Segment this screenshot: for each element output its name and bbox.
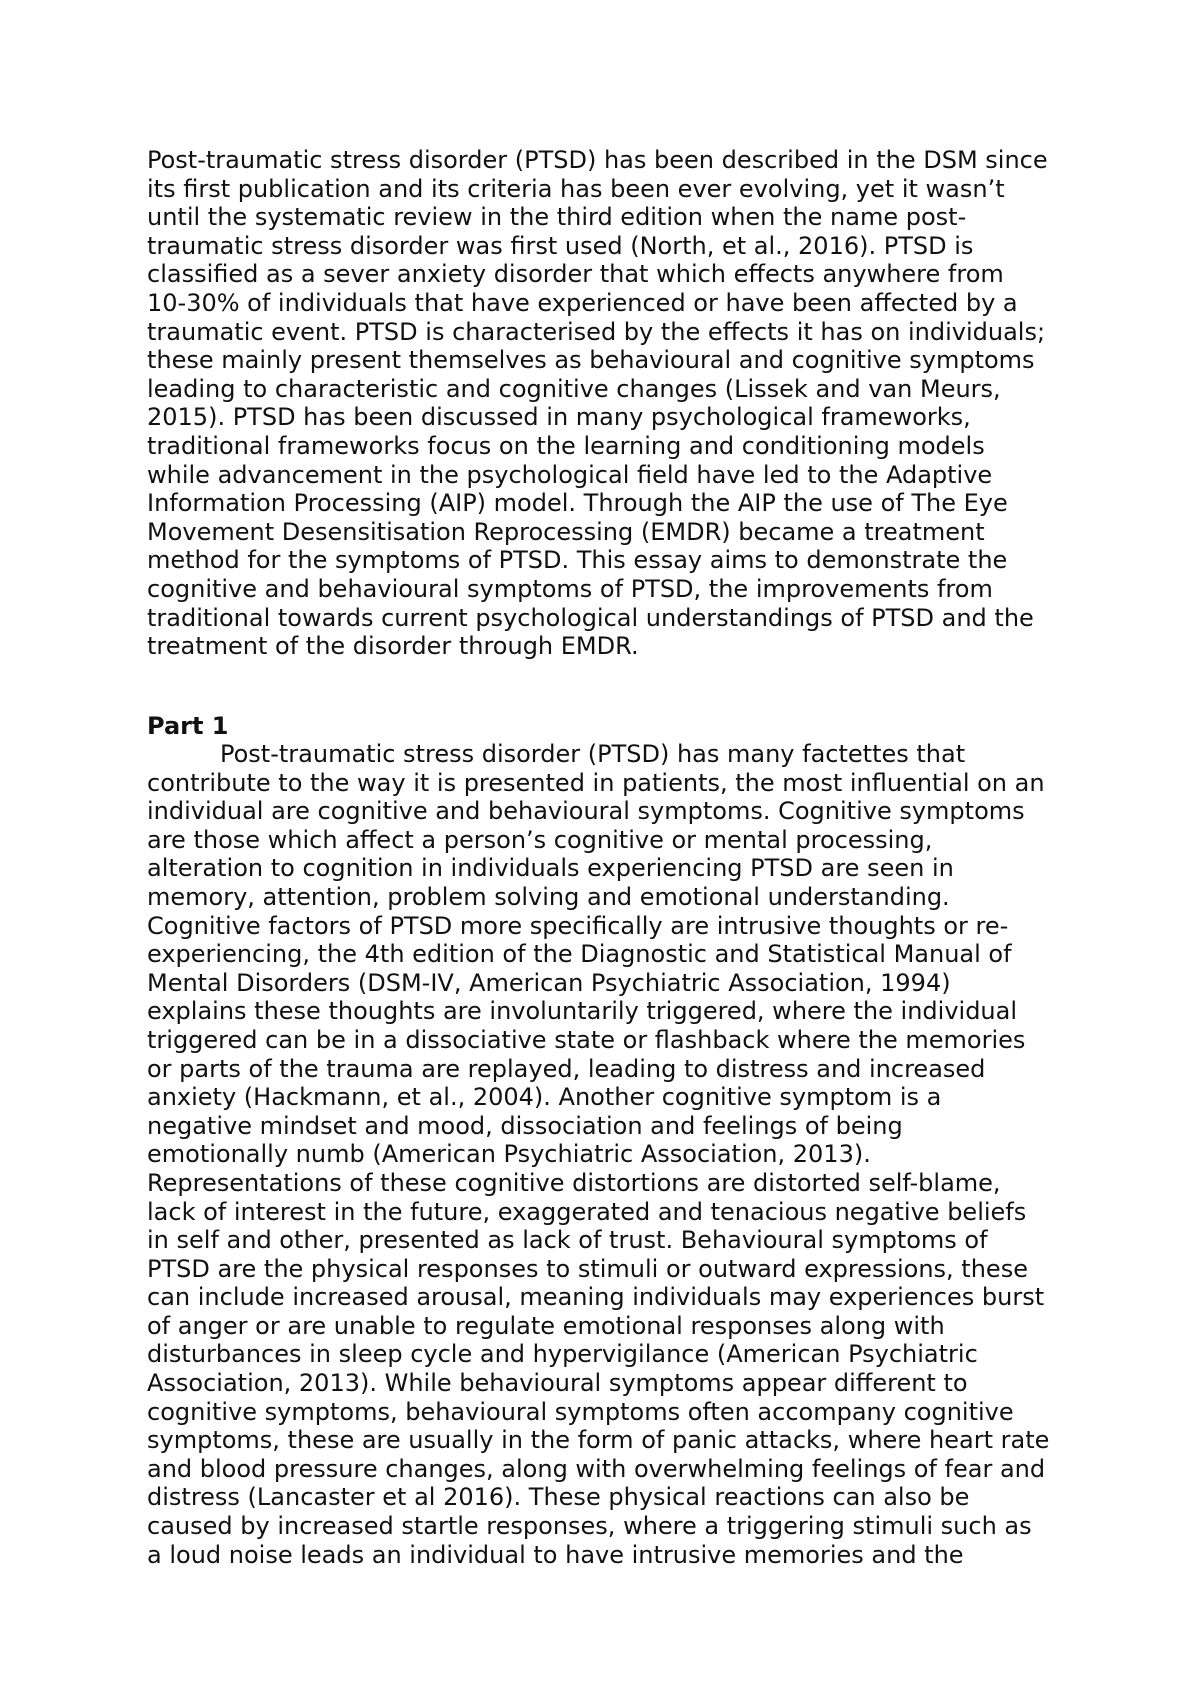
text-line: of anger or are unable to regulate emotional responses along with: [147, 1311, 945, 1340]
text-line: distress (Lancaster et al 2016). These physical reactions can also be: [147, 1483, 970, 1512]
text-line: Association, 2013). While behavioural symptoms appear different to: [147, 1369, 968, 1398]
text-line: traditional towards current psychological understandings of PTSD and the: [147, 603, 1034, 632]
text-line: PTSD are the physical responses to stimuli or outward expressions, these: [147, 1254, 1028, 1283]
text-line: 2015). PTSD has been discussed in many psychological frameworks,: [147, 403, 971, 432]
text-line: triggered can be in a dissociative state or flashback where the memories: [147, 1025, 1026, 1054]
text-line: emotionally numb (American Psychiatric Association, 2013).: [147, 1140, 871, 1169]
text-line: these mainly present themselves as behavioural and cognitive symptoms: [147, 346, 1035, 375]
text-line: until the systematic review in the third edition when the name post-: [147, 203, 967, 232]
text-line: lack of interest in the future, exaggerated and tenacious negative beliefs: [147, 1197, 1027, 1226]
text-line: in self and other, presented as lack of trust. Behavioural symptoms of: [147, 1226, 988, 1255]
text-line: memory, attention, problem solving and emotional understanding.: [147, 882, 950, 911]
text-line: are those which affect a person’s cognitive or mental processing,: [147, 825, 933, 854]
section-heading: Part 1: [147, 712, 229, 740]
text-line: disturbances in sleep cycle and hypervigilance (American Psychiatric: [147, 1340, 978, 1369]
text-line: experiencing, the 4th edition of the Diagnostic and Statistical Manual of: [147, 940, 1012, 969]
text-line: method for the symptoms of PTSD. This essay aims to demonstrate the: [147, 546, 1008, 575]
text-line: and blood pressure changes, along with overwhelming feelings of fear and: [147, 1454, 1046, 1483]
text-line: Cognitive factors of PTSD more specifically are intrusive thoughts or re-: [147, 911, 1009, 940]
text-line: Post-traumatic stress disorder (PTSD) has been described in the DSM since: [147, 146, 1048, 174]
text-line: alteration to cognition in individuals experiencing PTSD are seen in: [147, 854, 954, 883]
text-line: individual are cognitive and behavioural symptoms. Cognitive symptoms: [147, 797, 1025, 826]
intro-paragraph: [147, 146, 1077, 661]
text-line: its first publication and its criteria has been ever evolving, yet it wasn’t: [147, 174, 1005, 203]
text-line: Mental Disorders (DSM-IV, American Psychiatric Association, 1994): [147, 968, 951, 997]
text-line: leading to characteristic and cognitive changes (Lissek and van Meurs,: [147, 374, 1001, 403]
text-line: caused by increased startle responses, where a triggering stimuli such as: [147, 1512, 1032, 1541]
text-line: while advancement in the psychological field have led to the Adaptive: [147, 460, 993, 489]
text-line: negative mindset and mood, dissociation and feelings of being: [147, 1111, 903, 1140]
text-line: 10-30% of individuals that have experienced or have been affected by a: [147, 288, 1018, 317]
part1-paragraph: [147, 740, 1077, 1569]
text-line: traditional frameworks focus on the learning and conditioning models: [147, 431, 985, 460]
text-line-first-indented: Post-traumatic stress disorder (PTSD) has many factettes that: [220, 740, 966, 768]
text-line: Representations of these cognitive distortions are distorted self-blame,: [147, 1168, 1001, 1197]
text-line: classified as a sever anxiety disorder that which effects anywhere from: [147, 260, 1004, 289]
text-line: Movement Desensitisation Reprocessing (EMDR) became a treatment: [147, 517, 985, 546]
text-line: anxiety (Hackmann, et al., 2004). Another cognitive symptom is a: [147, 1083, 942, 1112]
text-line: can include increased arousal, meaning individuals may experiences burst: [147, 1283, 1045, 1312]
text-line: a loud noise leads an individual to have intrusive memories and the: [147, 1540, 964, 1569]
text-line: traumatic stress disorder was first used (North, et al., 2016). PTSD is: [147, 231, 974, 260]
text-line: Information Processing (AIP) model. Through the AIP the use of The Eye: [147, 489, 1008, 518]
text-line: or parts of the trauma are replayed, leading to distress and increased: [147, 1054, 986, 1083]
text-line: cognitive and behavioural symptoms of PTSD, the improvements from: [147, 574, 993, 603]
text-line: symptoms, these are usually in the form of panic attacks, where heart rate: [147, 1426, 1050, 1455]
text-line: contribute to the way it is presented in patients, the most influential on an: [147, 768, 1045, 797]
text-line: treatment of the disorder through EMDR.: [147, 632, 639, 661]
text-line: traumatic event. PTSD is characterised by the effects it has on individuals;: [147, 317, 1046, 346]
text-line: cognitive symptoms, behavioural symptoms often accompany cognitive: [147, 1397, 1014, 1426]
text-line: explains these thoughts are involuntarily triggered, where the individual: [147, 997, 1018, 1026]
